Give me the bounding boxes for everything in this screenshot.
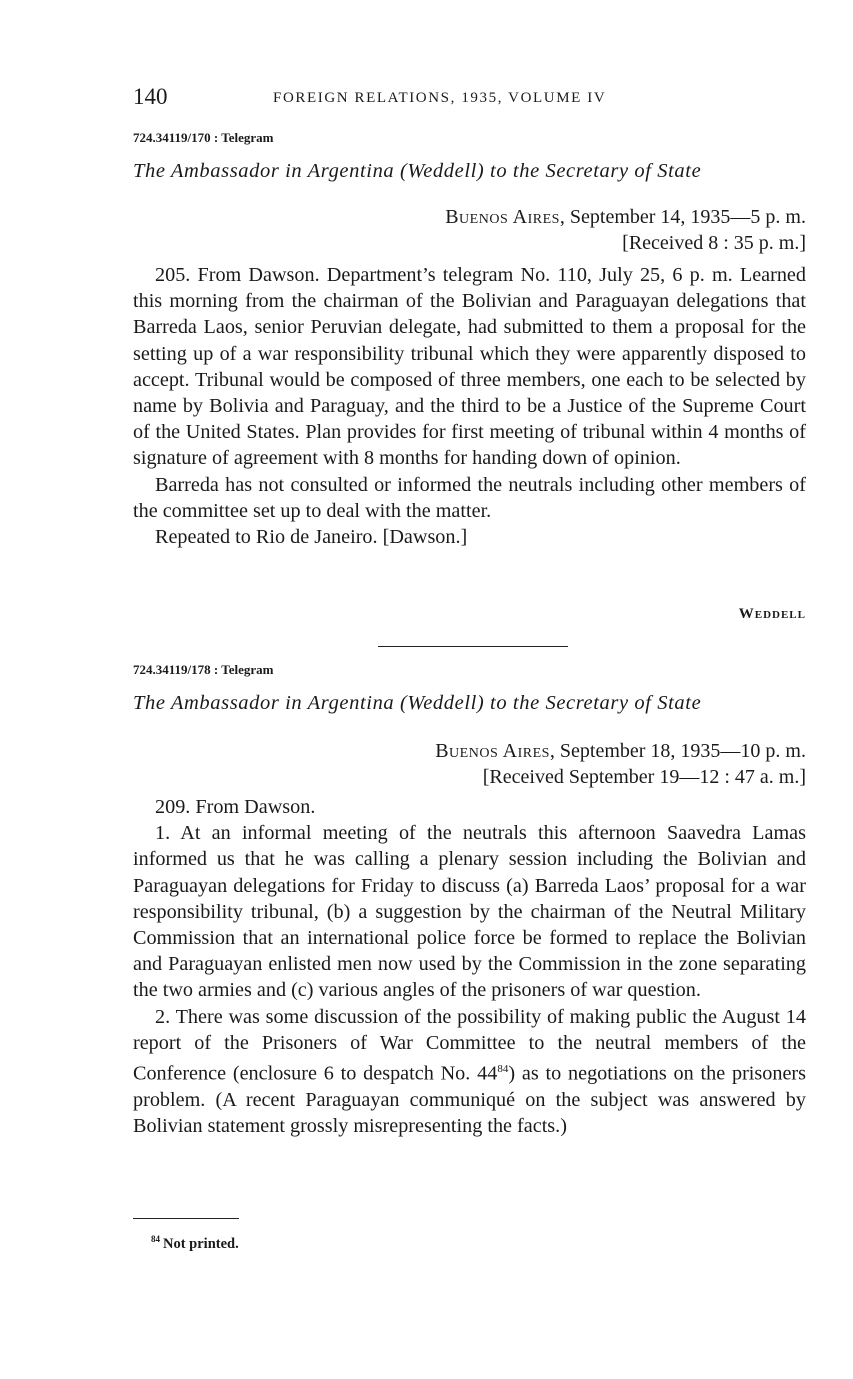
running-title: FOREIGN RELATIONS, 1935, VOLUME IV [273, 90, 607, 106]
dateline-date: , September 14, 1935—5 p. m. [559, 206, 806, 228]
received-line: [Received September 19—12 : 47 a. m.] [482, 766, 806, 788]
received-line: [Received 8 : 35 p. m.] [622, 232, 806, 254]
footnote-reference[interactable]: 84 [497, 1063, 509, 1076]
footnote-text: Not printed. [163, 1235, 239, 1252]
dateline [435, 740, 806, 763]
body-paragraph: 209. From Dawson. [155, 796, 316, 818]
document-heading: The Ambassador in Argentina (Weddell) to the Secretary of State [133, 692, 702, 714]
footnote-rule [133, 1218, 239, 1219]
signature: Weddell [738, 606, 806, 622]
telegram-body [133, 794, 806, 1139]
body-paragraph [133, 1004, 806, 1140]
footnote [151, 1234, 239, 1253]
body-paragraph: Barreda has not consulted or informed the neutrals including other members of the committee set up to deal with the matter. [133, 473, 806, 522]
footnote-marker: 84 [151, 1234, 160, 1244]
running-head [133, 84, 806, 114]
section-divider [378, 646, 568, 647]
body-paragraph: 205. From Dawson. Department’s telegram No. 110, July 25, 6 p. m. Learned this morning from the chairman of the Bolivian and Paraguayan delegations that Barreda Laos, senior Peruvian delegate, had submitted to them a proposal for the setting up of a war responsibility tribunal which they were apparently disposed to accept. Tribunal would be composed of three members, one each to be selected by name by Bolivia and Paraguay, and the third to be a Justice of the Supreme Court of the United States. Plan provides for first meeting of tribunal within 4 months of signature of agreement with 8 months for handing down of opinion. [133, 264, 806, 470]
telegram-body [133, 262, 806, 550]
paragraph-text: 2. There was some discussion of the possibility of making public the August 14 report of the Prisoners of War Committee to the neutral members of the Conference (enclosure 6 to despatch No. 44 [133, 1005, 806, 1085]
dateline-place: Buenos Aires [435, 740, 550, 762]
page-number: 140 [133, 84, 168, 109]
dateline [445, 206, 806, 229]
dateline-date: , September 18, 1935—10 p. m. [549, 740, 806, 762]
body-paragraph: Repeated to Rio de Janeiro. [Dawson.] [155, 526, 468, 549]
paragraph-text: ) as to negotiations on the prisoners problem. (A recent Paraguayan communiqué on the subject was answered by Bolivian statement grossly misrepresenting the facts.) [133, 1062, 806, 1138]
file-reference: 724.34119/170 : Telegram [133, 130, 274, 145]
body-paragraph: 1. At an informal meeting of the neutrals this afternoon Saavedra Lamas informed us that he was calling a plenary session including the Bolivian and Paraguayan delegations for Friday to discuss (a) Barreda Laos’ proposal for a war responsibility tribunal, (b) a suggestion by the chairman of the Neutral Military Commission that an international police force be formed to replace the Bolivian and Paraguayan enlisted men now used by the Commission in the zone separating the two armies and (c) various angles of the prisoners of war question. [133, 822, 806, 1002]
file-reference: 724.34119/178 : Telegram [133, 662, 274, 677]
dateline-place: Buenos Aires [445, 206, 560, 228]
document-heading: The Ambassador in Argentina (Weddell) to the Secretary of State [133, 160, 702, 182]
